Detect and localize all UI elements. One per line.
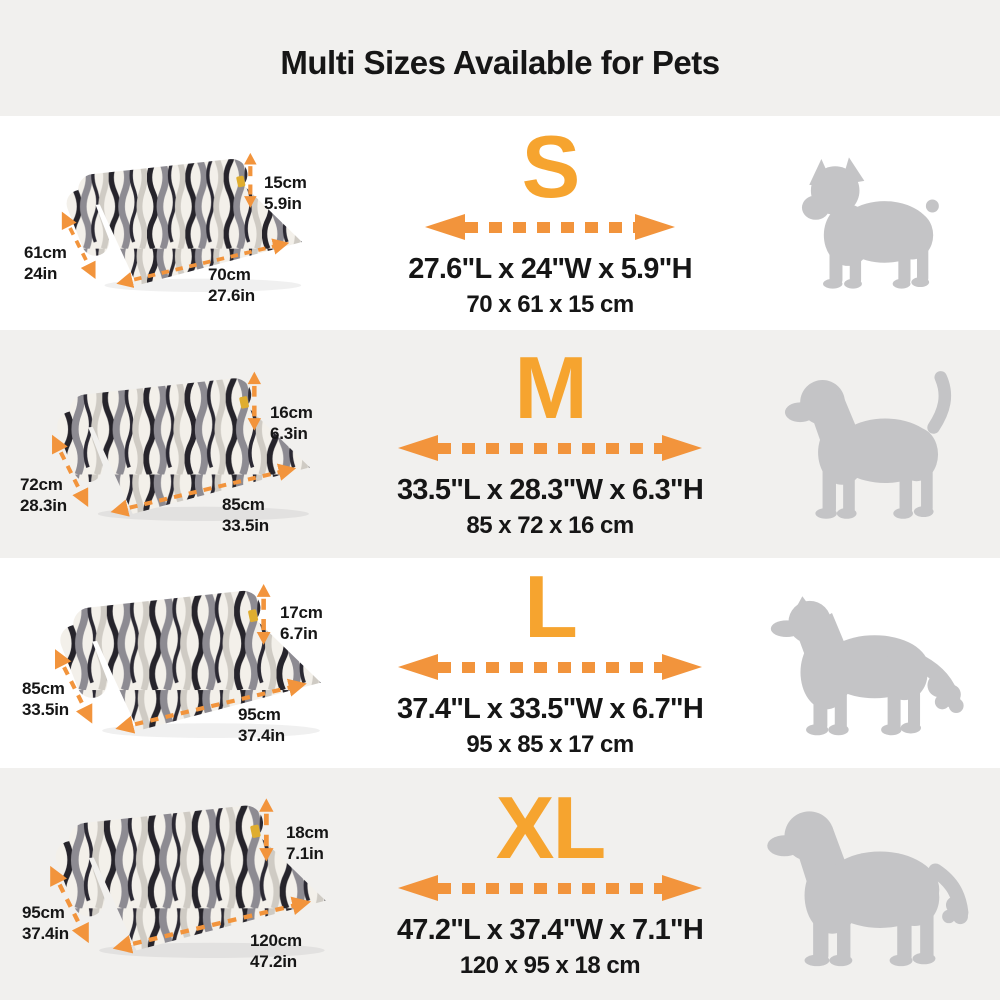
bed-height-label: 15cm 5.9in bbox=[264, 173, 307, 214]
size-letter: M bbox=[514, 337, 586, 437]
imperial-dimensions: 47.2"L x 37.4"W x 7.1"H bbox=[396, 914, 704, 947]
metric-dimensions: 85 x 72 x 16 cm bbox=[466, 512, 634, 540]
imperial-dimensions: 33.5"L x 28.3"W x 6.3"H bbox=[396, 474, 704, 507]
golden-retriever-silhouette-icon bbox=[757, 798, 983, 970]
bed-height-label: 16cm 6.3in bbox=[270, 403, 313, 444]
length-arrow-icon bbox=[425, 213, 675, 241]
collie-silhouette-icon bbox=[763, 587, 977, 739]
bed-height-label: 17cm 6.7in bbox=[280, 603, 323, 644]
bed-width-label: 72cm 28.3in bbox=[20, 475, 67, 516]
dog-column-l bbox=[740, 558, 1000, 768]
bed-length-label: 85cm 33.5in bbox=[222, 495, 269, 536]
dog-column-m bbox=[740, 330, 1000, 558]
metric-dimensions: 95 x 85 x 17 cm bbox=[466, 731, 634, 759]
dog-column-xl bbox=[740, 768, 1000, 1000]
page-title: Multi Sizes Available for Pets bbox=[280, 44, 720, 81]
bed-figure-l bbox=[0, 558, 360, 768]
size-row-s bbox=[0, 116, 1000, 330]
bed-figure-s bbox=[0, 116, 360, 330]
size-letter: L bbox=[524, 556, 576, 656]
bed-height-label: 18cm 7.1in bbox=[286, 823, 329, 864]
metric-dimensions: 120 x 95 x 18 cm bbox=[459, 952, 641, 980]
beagle-silhouette-icon bbox=[776, 363, 964, 526]
bed-width-label: 95cm 37.4in bbox=[22, 903, 69, 944]
size-letter: XL bbox=[495, 777, 605, 877]
length-arrow-icon bbox=[398, 653, 702, 681]
imperial-dimensions: 27.6"L x 24"W x 5.9"H bbox=[408, 253, 692, 286]
pet-bed-image bbox=[20, 360, 342, 539]
size-letter: S bbox=[521, 116, 579, 216]
size-info-xl bbox=[360, 768, 740, 1000]
size-info-m bbox=[360, 330, 740, 558]
bed-figure-xl bbox=[0, 768, 360, 1000]
bed-length-label: 70cm 27.6in bbox=[208, 265, 255, 306]
title-banner bbox=[0, 0, 1000, 116]
bed-width-label: 61cm 24in bbox=[24, 243, 67, 284]
size-row-l bbox=[0, 558, 1000, 768]
imperial-dimensions: 37.4"L x 33.5"W x 6.7"H bbox=[396, 693, 704, 726]
bed-length-label: 120cm 47.2in bbox=[250, 931, 302, 972]
length-arrow-icon bbox=[398, 434, 702, 462]
bed-width-label: 85cm 33.5in bbox=[22, 679, 69, 720]
size-row-xl bbox=[0, 768, 1000, 1000]
french-bulldog-silhouette-icon bbox=[789, 154, 951, 292]
metric-dimensions: 70 x 61 x 15 cm bbox=[466, 291, 634, 319]
dog-column-s bbox=[740, 116, 1000, 330]
bed-length-label: 95cm 37.4in bbox=[238, 705, 285, 746]
pet-bed-image bbox=[16, 786, 360, 977]
pet-bed-image bbox=[32, 142, 332, 309]
pet-bed-image bbox=[22, 572, 354, 756]
size-info-l bbox=[360, 558, 740, 768]
bed-figure-m bbox=[0, 330, 360, 558]
size-info-s bbox=[360, 116, 740, 330]
length-arrow-icon bbox=[398, 874, 702, 902]
size-row-m bbox=[0, 330, 1000, 558]
